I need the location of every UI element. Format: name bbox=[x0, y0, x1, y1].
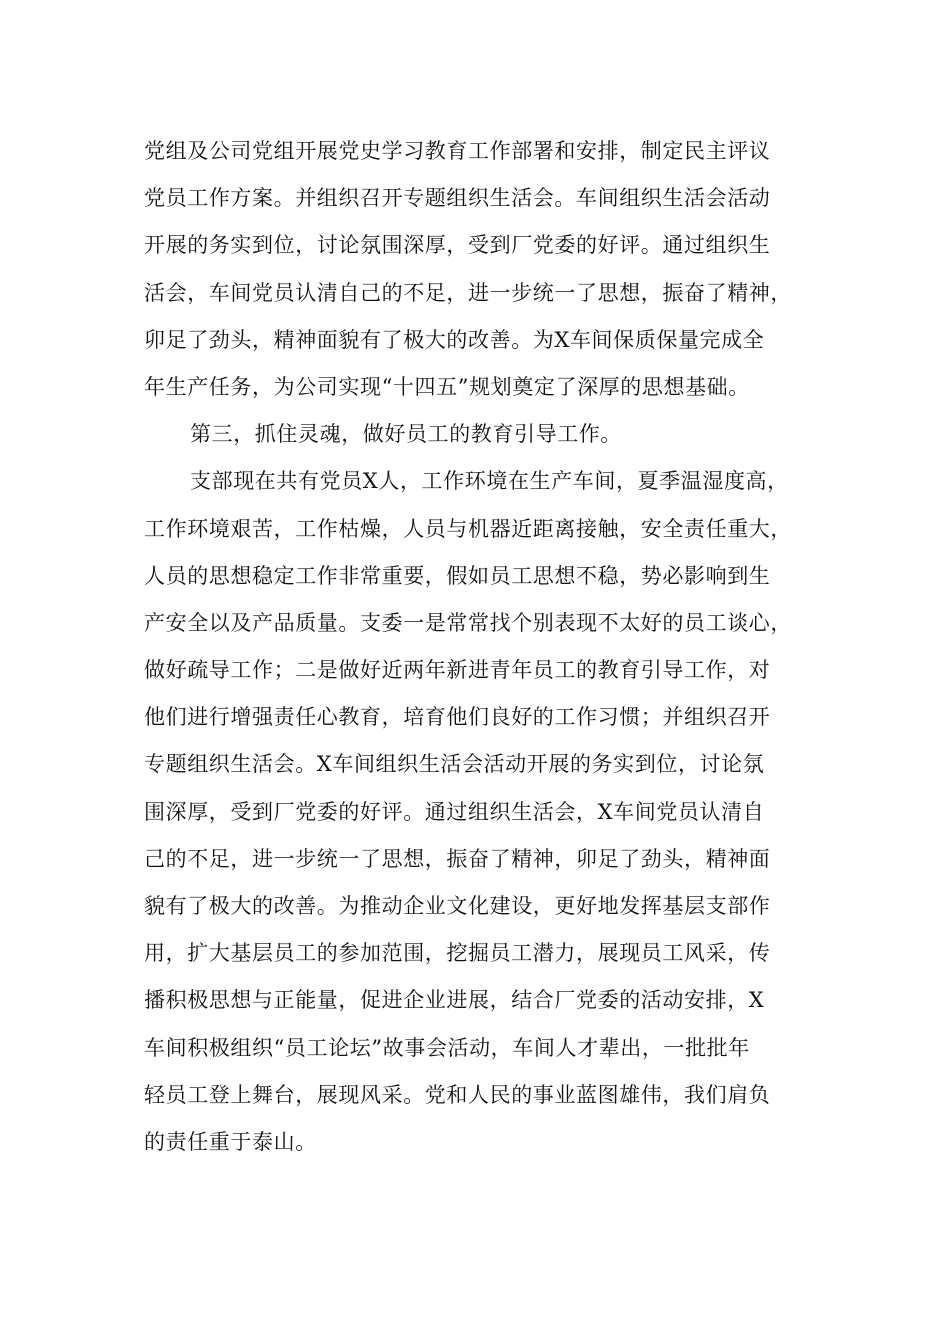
text-line: 播积极思想与正能量，促进企业进展，结合厂党委的活动安排，X bbox=[144, 988, 765, 1013]
text-line: 人员的思想稳定工作非常重要，假如员工思想不稳，势必影响到生 bbox=[144, 563, 771, 588]
text-line: 车间积极组织“员工论坛”故事会活动，车间人才辈出，一批批年 bbox=[144, 1035, 750, 1060]
text-line: 轻员工登上舞台，展现风采。党和人民的事业蓝图雄伟，我们肩负 bbox=[144, 1082, 771, 1107]
text-line: 开展的务实到位，讨论氛围深厚，受到厂党委的好评。通过组织生 bbox=[144, 233, 771, 258]
heading-line: 第三，抓住灵魂，做好员工的教育引导工作。 bbox=[190, 422, 622, 447]
text-line: 活会，车间党员认清自己的不足，进一步统一了思想，振奋了精神， bbox=[144, 280, 792, 305]
paragraph-body bbox=[144, 458, 834, 1166]
text-line: 用，扩大基层员工的参加范围，挖掘员工潜力，展现员工风采，传 bbox=[144, 941, 771, 966]
text-line: 工作环境艰苦，工作枯燥，人员与机器近距离接触，安全责任重大， bbox=[144, 516, 792, 541]
text-line: 卯足了劲头，精神面貌有了极大的改善。为X车间保质保量完成全 bbox=[144, 327, 765, 352]
text-line: 貌有了极大的改善。为推动企业文化建设，更好地发挥基层支部作 bbox=[144, 894, 771, 918]
text-line: 党组及公司党组开展党史学习教育工作部署和安排，制定民主评议 bbox=[144, 139, 771, 163]
text-line: 的责任重于泰山。 bbox=[144, 1129, 317, 1154]
section-heading-third bbox=[144, 411, 834, 458]
text-line: 围深厚，受到厂党委的好评。通过组织生活会，X车间党员认清自 bbox=[144, 799, 765, 824]
document-page bbox=[144, 128, 834, 1166]
text-line: 党员工作方案。并组织召开专题组织生活会。车间组织生活会活动 bbox=[144, 186, 771, 211]
text-line: 做好疏导工作；二是做好近两年新进青年员工的教育引导工作，对 bbox=[144, 658, 771, 683]
text-line: 专题组织生活会。X车间组织生活会活动开展的务实到位，讨论氛 bbox=[144, 752, 765, 777]
paragraph-continuation bbox=[144, 128, 834, 411]
text-line: 年生产任务，为公司实现“十四五”规划奠定了深厚的思想基础。 bbox=[144, 374, 750, 399]
text-line: 己的不足，进一步统一了思想，振奋了精神，卯足了劲头，精神面 bbox=[144, 846, 771, 871]
text-line: 支部现在共有党员X人，工作环境在生产车间，夏季温湿度高， bbox=[190, 469, 789, 494]
text-line: 他们进行增强责任心教育，培育他们良好的工作习惯；并组织召开 bbox=[144, 705, 771, 730]
text-line: 产安全以及产品质量。支委一是常常找个别表现不太好的员工谈心， bbox=[144, 610, 792, 635]
